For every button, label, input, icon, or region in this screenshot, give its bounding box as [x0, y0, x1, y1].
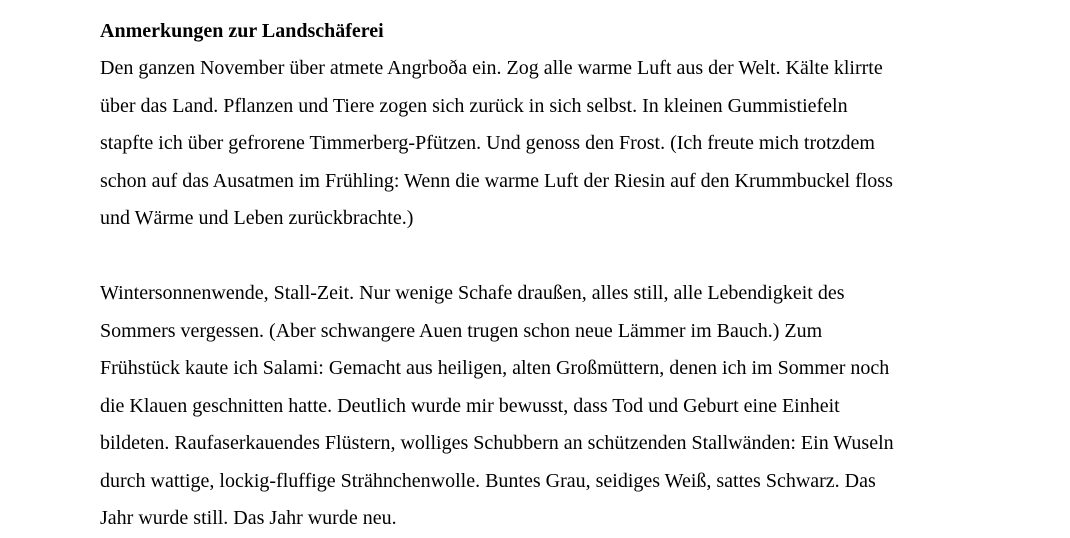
text-line: Frühstück kaute ich Salami: Gemacht aus heiligen, alten Großmüttern, denen ich im Sommer noch: [100, 357, 890, 379]
text-line: bildeten. Raufaserkauendes Flüstern, wolliges Schubbern an schützenden Stallwänden: Ein Wuseln: [100, 432, 894, 454]
text-line: über das Land. Pflanzen und Tiere zogen sich zurück in sich selbst. In kleinen Gummistiefeln: [100, 94, 848, 117]
paragraph-spacer: [100, 238, 1060, 276]
paragraph-wintersonnenwende: [100, 275, 1060, 538]
document-title: Anmerkungen zur Landschäferei: [100, 20, 384, 42]
text-line: stapfte ich über gefrorene Timmerberg-Pfützen. Und genoss den Frost. (Ich freute mich trotzdem: [100, 132, 875, 154]
text-line: und Wärme und Leben zurückbrachte.): [100, 207, 414, 229]
text-line: Den ganzen November über atmete Angrboða ein. Zog alle warme Luft aus der Welt. Kälte klirrte: [100, 57, 883, 79]
text-line: die Klauen geschnitten hatte. Deutlich wurde mir bewusst, dass Tod und Geburt eine Einheit: [100, 394, 840, 417]
text-line: schon auf das Ausatmen im Frühling: Wenn die warme Luft der Riesin auf den Krummbuckel floss: [100, 169, 893, 192]
text-line: durch wattige, lockig-fluffige Strähnchenwolle. Buntes Grau, seidiges Weiß, sattes Schwarz. Das: [100, 469, 876, 492]
text-line: Sommers vergessen. (Aber schwangere Auen trugen schon neue Lämmer im Bauch.) Zum: [100, 319, 823, 342]
text-line: Jahr wurde still. Das Jahr wurde neu.: [100, 507, 397, 529]
document-body: [100, 12, 1060, 538]
paragraph-november: [100, 50, 1060, 238]
text-line: Wintersonnenwende, Stall-Zeit. Nur wenige Schafe draußen, alles still, alle Lebendigkeit des: [100, 282, 845, 304]
